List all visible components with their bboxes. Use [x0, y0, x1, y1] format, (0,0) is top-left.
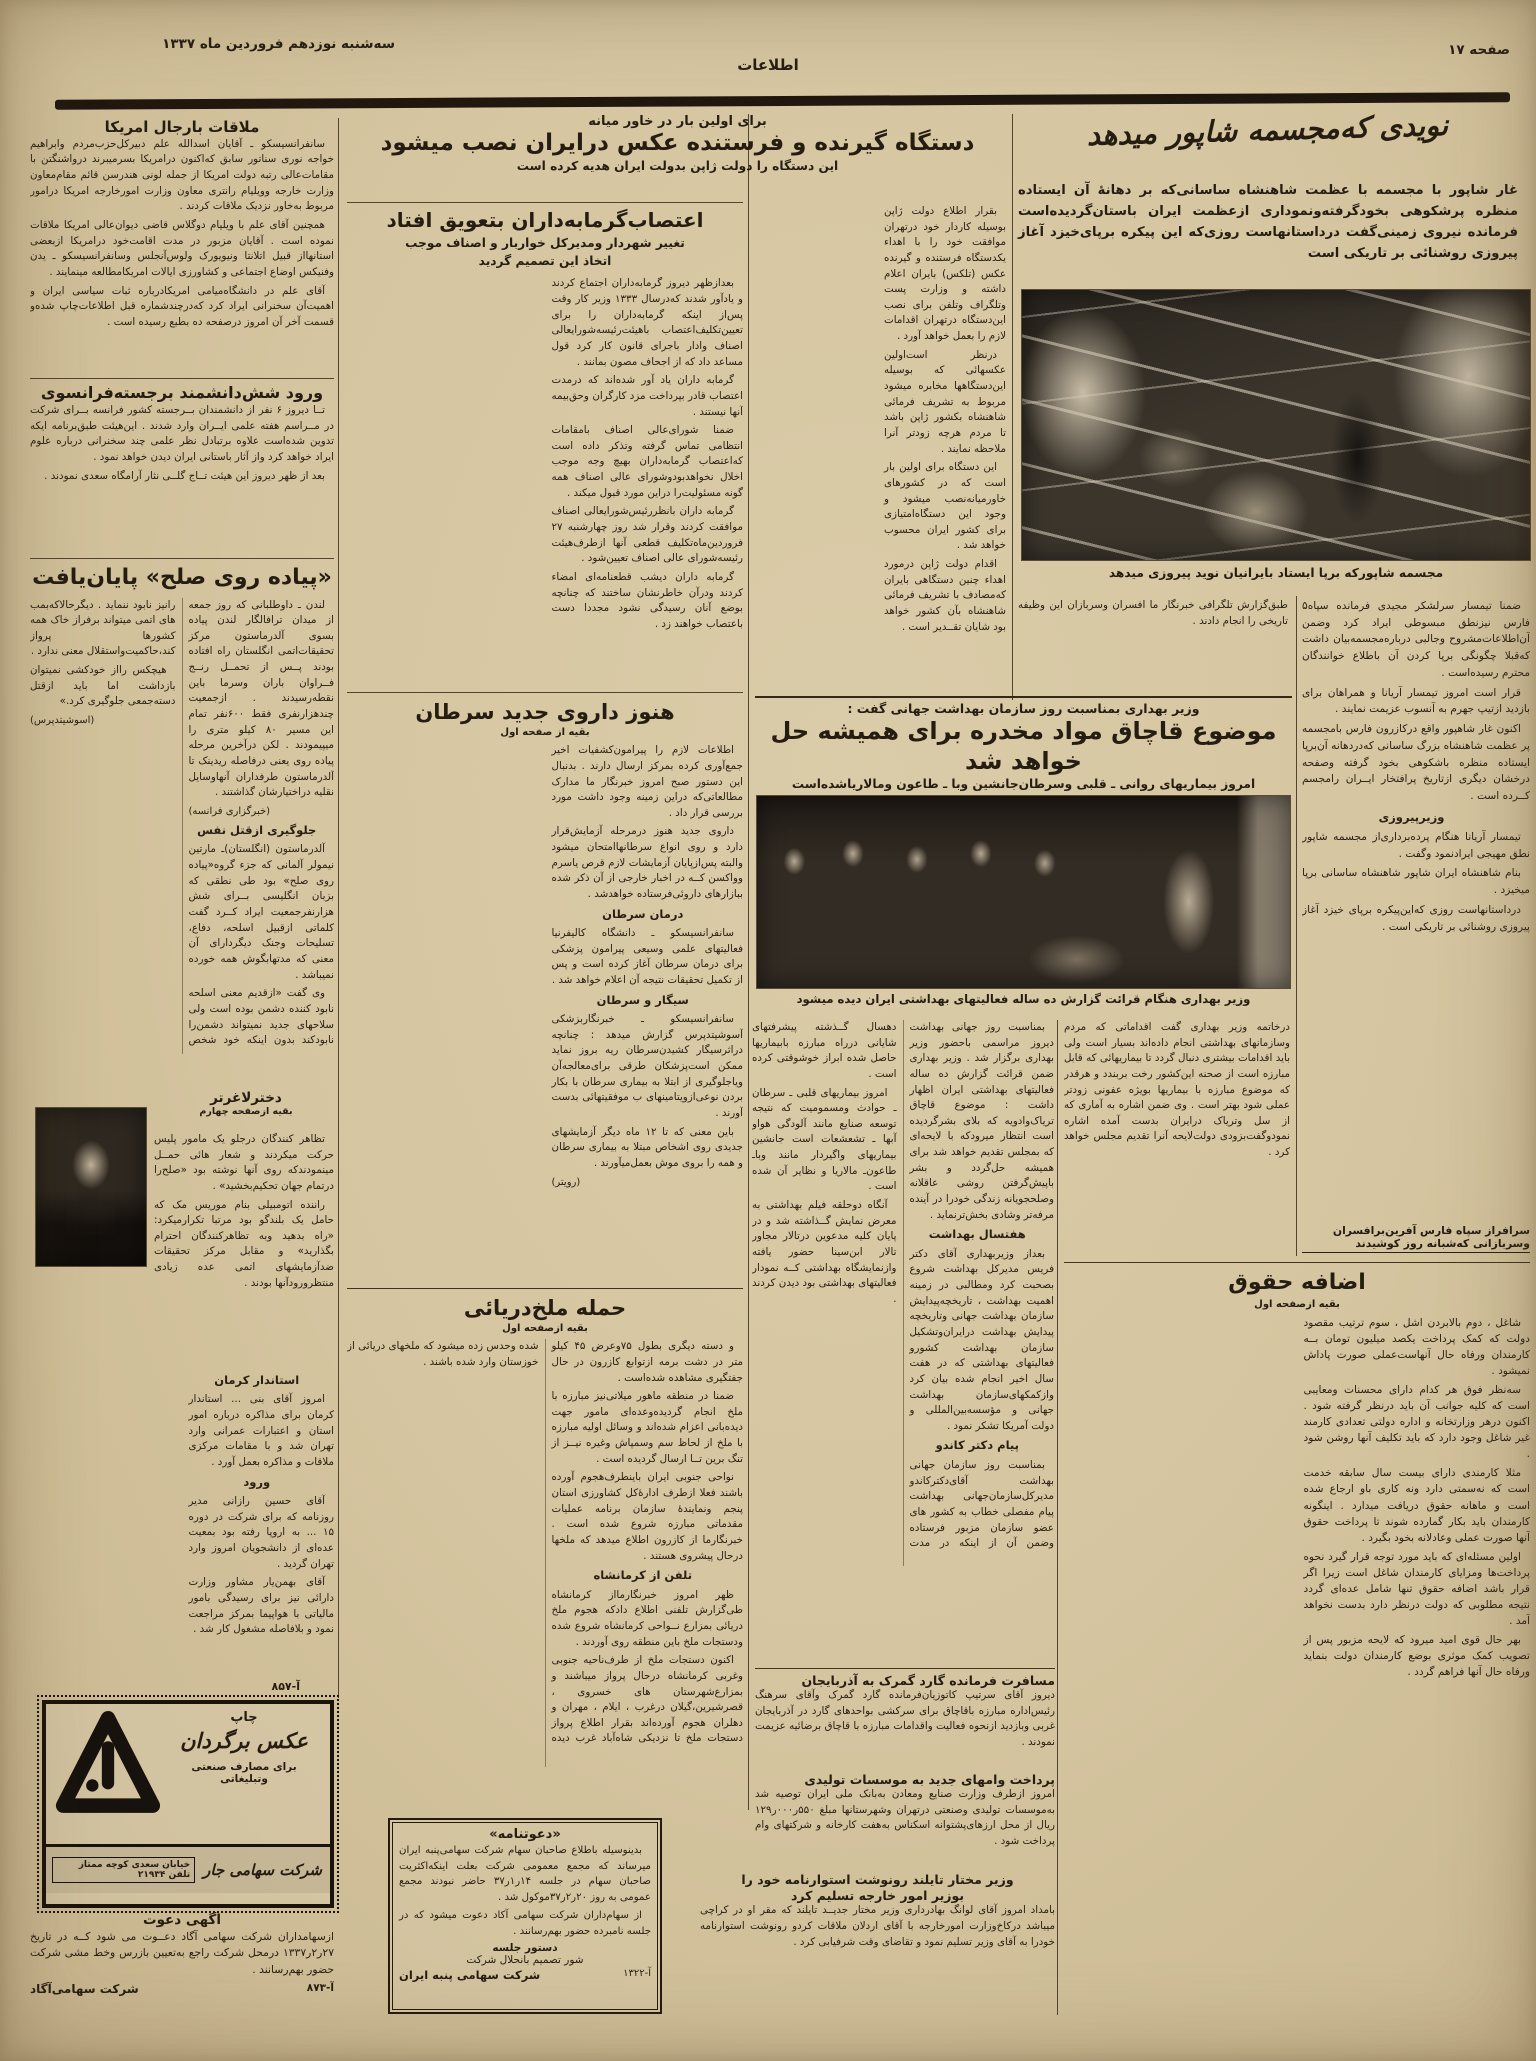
article-body [752, 1020, 1054, 1566]
paragraph: بعدازظهر دیروز گرمابه‌داران اجتماع کردند و یادآور شدند که‌درسال ۱۳۳۳ وزیر کار وقت پس‌از اینکه گرمابه‌داران را برای تعیین‌تکلیف‌اعتصاب باهیئت‌رئیسه‌شورایعالی اصناف وادار باجرای قانون کار کرد قول مساعد داد که از اجحاف مصون بمانند . [551, 277, 743, 368]
article-headline: ملاقات بارجال امریکا [104, 118, 260, 136]
paragraph: درداستانهاست روزی که‌این‌پیکره برپای خیزد آغاز پیروزی روشنائی بر تاریکی است . [1302, 903, 1530, 933]
paragraph: ضمنا در منطقه ماهور میلاتی‌نیز مبارزه با ملخ انجام گردیده‌وعده‌ای مامور جهت دیده‌بانی اعزام شده‌اند و وسائل اولیه مبارزه با ملخ از لحاظ سم وسمپاش وغیره نیــز از تنگ برین تــا ارسال گردیده است . [551, 1390, 743, 1465]
masthead-rule [55, 92, 1510, 110]
article-headline: ورود شش‌دانشمند برجسته‌فرانسوی [40, 383, 324, 402]
continued-note: بقیه از صفحه اول [500, 727, 590, 739]
news-agency-credit: (رویتر) [551, 1176, 581, 1188]
article-customs-guard [755, 1668, 1055, 1773]
article-body: دیروز آقای سرتیپ کاتوزیان‌فرمانده گارد گمرک وآقای سرهنگ رئیس‌اداره مبارزه باقاچاق برای سرکشی بواحدهای گارد در آذربایجان غربی وبازدید ازنحوه فعالیت واقدامات مبارزه با قاچاق برضائیه عزیمت نمودند . [755, 1689, 1055, 1748]
article-headline: حمله ملخ‌دریائی [463, 1296, 627, 1320]
paragraph: نواحی جنوبی ایران باینطرف‌هجوم آورده باشند فعلا ازطرف ادارهٔ‌کل کشاورزی استان پنجم ونمایندهٔ سازمان برنامه عملیات مقدماتی مبارزه شروع شده است . خبرنگارما از کازرون اطلاع میدهد که ملخها درحال پیشروی هستند . [551, 1471, 743, 1562]
article-shapur-col-a: طبق‌گزارش تلگرافی خبرنگار ما افسران وسربازان این وظیفه تاریخی را انجام دادند . [1018, 599, 1288, 627]
paragraph: سانفرانسیسکو ـ آقایان اسدالله علم دبیرکل‌حزب‌مردم وابراهیم خواجه نوری سناتور سابق که‌اکنون درامریکا بسرمیبرند درواشنگتن با مقامات‌عالی رتبه دولت امریکا از جمله لونی هندرسن قائم مقام‌معاون وزارت خارجه وویلیام رانتری معاون وزارت امورخارجه امریکا درامور مربوط به‌خاور نزدیک ملاقات کردند . [30, 137, 334, 213]
article-locust-attack [347, 1288, 743, 1811]
masthead-date: سه‌شنبه نوزدهم فروردین ماه ۱۳۳۷ [162, 36, 395, 52]
local-news-block [30, 1372, 334, 1672]
article-thailand-envoy [700, 1872, 1055, 2012]
paragraph: بمناسبت روز جهانی بهداشت دیروز مراسمی باحضور وزیر بهداری برگزار شد . وزیر بهداری ضمن قرائت گزارش ده ساله فعالیتهای بهداشتی ایران اظهار داشت : موضوع قاچاق تریاک‌وادویه که بلای بشرگردیده است انتظار میرودکه با لایحه‌ای که بمجلس تقدیم خواهد شد برای همیشه حل‌گردد و بشر باپیش‌گرفتن روشی عاقلانه وصلحجویانه زندگی خودرا در آینده مرفه‌تر وشادی بخش‌ترنماید . [909, 1021, 1054, 1221]
ad-address: خیابان سعدی کوچه ممتاز تلفن ۲۱۹۳۴ [52, 1857, 195, 1883]
paragraph: باین معنی که تا ۱۲ ماه دیگر آزمایشهای جدیدی روی اشخاص مبتلا به بیماری سرطان و همه را بروی موش بعمل‌میآورند . [551, 1125, 743, 1169]
paragraph: آقای علم در دانشگاه‌میامی امریکادرباره ثبات سیاسی ایران و اهمیت‌آن سخنرانی ایراد کرد که‌درچندشماره قبل اطلاعات‌چاپ شده‌و قسمت آخر آن امروز درصفحه ده بطبع رسیده است . [30, 284, 334, 328]
paragraph: همچنین آقای علم با ویلیام دوگلاس قاضی دیوان‌عالی امریکا ملاقات نموده است . آقایان مزبور در مدت اقامت‌خود درامریکا ازبعضی استانهااز قبیل اتلانتا ونیویورک ولوس‌آنجلس وسانفرانسیسکو ـ یدن وفنیکس اوضاع اجتماعی و کشاورزی ایالات امریکامطالعه مینمایند . [30, 218, 334, 278]
photo-caption: وزیر بهداری هنگام قرائت گزارش ده ساله فعالیتهای بهداشتی ایران دیده میشود [796, 992, 1251, 1006]
article-headline: دستگاه گیرنده و فرستنده عکس درایران نصب میشود [380, 130, 975, 156]
article-lede: غار شاپور با مجسمه با عظمت شاهنشاه ساسانی‌که بر دهانهٔ آن ایستاده منظره پرشکوهی بخودگرفته‌ونموداری ازعظمت ایران باستان‌گردیده‌است فرمانده نیروی زمینی‌گفت درداستانهاست روزی‌که این پیکره برپای‌خیزد آغاز پیروزی روشنائی بر تاریکی است [1018, 183, 1518, 262]
notice-title: «دعوتنامه» [489, 1827, 561, 1842]
news-agency-credit: (اسوشیتدپرس) [30, 714, 95, 726]
paragraph: از سهام‌داران شرکت سهامی آکاد دعوت میشود که در جلسه نامبرده حضور بهم‌رسانند . [399, 1910, 651, 1937]
article-shapur-col-b [1302, 598, 1530, 1220]
ad-code: آ-۸۵۷ [271, 1680, 300, 1693]
ad-company-name: شرکت سهامی جار [203, 1861, 322, 1879]
article-cancer-drug [347, 692, 743, 1289]
paragraph: امروز آقای بنی ... استاندار کرمان برای مذاکره درباره امور استان و اعتبارات عمرانی وارد تهران شد و با مقامات مرکزی ملاقات و مذاکره بعمل آورد . [188, 1393, 334, 1469]
paragraph: اولین مسئله‌ای که باید مورد توجه قرار گیرد نحوه پرداخت‌ها ومزایای کارمندان شاغل است زیرا اگر قرار باشد اضافه حقوق تنها شامل عده‌ای گردد نتیجه مطلوبی که دولت درنظر دارد بدست نخواهد آمد . [1303, 1550, 1530, 1628]
article-photo-device-head [350, 114, 1005, 175]
section-subhead: پیام دکتر کاندو [935, 1438, 1019, 1453]
section-subhead: وزیرپیروزی [1378, 809, 1445, 824]
paragraph: بهر حال قوی امید میرود که لایحه مزبور پس از تصویب کمک موثری بوضع کارمندان دولت بنماید ورفاه حال آنها فراهم گردد . [1303, 1634, 1530, 1679]
paragraph: بنام شاهنشاه ایران شاپور شاهنشاه ساسانی برپا میخیزد . [1302, 867, 1530, 897]
article-photo-device-body [752, 204, 1006, 696]
paragraph: بدینوسیله باطلاع صاحبان سهام شرکت سهامی‌پنبه ایران میرساند که مجمع معمومی شرکت بعلت اینکه‌اکثریت صاحبان سهام در جلسه ۱۴ر۱ر۳۷ حاضر نبودند مجمع عمومی به روز ۲۰ر۲ر۳۷موکول شد . [399, 1845, 651, 1903]
paragraph: آقای حسین رازانی مدیر روزنامه که برای شرکت در دوره ۱۵ ... به اروپا رفته بود بمعیت عده‌ای از دانشجویان امروز وارد تهران گردید . [188, 1495, 334, 1570]
article-body [1064, 1315, 1530, 1975]
paragraph: گرمابه داران دیشب قطعنامه‌ای امضاء کردند ودرآن خاطرنشان ساختند که چنانچه بوضع آنان رسیدگی نشود مجددا دست باعتصاب خواهند زد . [551, 570, 743, 630]
article-body [30, 403, 334, 484]
article-health-tail: درخاتمه وزیر بهداری گفت اقداماتی که مردم وسازمانهای بهداشتی انجام داده‌اند بسیار است ولی باید اقدامات بیشتری دنبال گردد تا بیماریهائی که قابل مبارزه است از صحنه این‌کشور رخت بربندد و هرقدر که موضوع مبارزه با بیماریها بویژه عفونی زودتر عملی شود بهتر است . وی ضمن اشاره به آماری که از سل وتریاک درایران بدست آمده اشاره نمودوگفت‌بزودی دولت‌لایحه آنرا تقدیم مجلس خواهد کرد . [1064, 1021, 1290, 1159]
section-subhead: ورود [243, 1474, 271, 1489]
section-subhead: تلفن از کرمانشاه [593, 1568, 693, 1583]
ad-line-main: عکس برگردان [180, 1729, 308, 1753]
paragraph: و دسته دیگری بطول ۷۵وعرض ۴۵ کیلو متر در دشت برمه ازتوابع کازرون در حال جفتگیری مشاهده شده‌است . [551, 1340, 743, 1384]
column-divider [748, 114, 749, 1810]
paragraph: مثلا کارمندی دارای بیست سال سابقه خدمت است که نه‌سمتی دارد ونه کاری باو ارجاع شده است و ماهانه حقوق دریافت میدارد . اینگونه کارمندان باید بکار گمارده شوند تا پرداخت حقوق آنها صورت عملی وعادلانه بخود بگیرد . [1303, 1467, 1530, 1544]
article-body [1302, 598, 1530, 935]
underlined-line: سرافراز سپاه فارس آفرین‌برافسران وسربازانی که‌شبانه روز کوشیدند [1302, 1224, 1530, 1253]
article-subhead: تغییر شهردار ومدیرکل خواربار و اصناف موجب اتخاذ این تصمیم گردید [405, 236, 685, 268]
paragraph: گرمابه داران یاد آور شده‌اند که درمدت اعتصاب قادر بپرداخت مزد کارگران وحق‌بیمه آنها نیستند . [551, 374, 743, 418]
article-body [30, 137, 334, 331]
paragraph: اطلاعات لازم را پیرامون‌کشفیات اخیر جمع‌آوری کرده بمرکز ارسال دارند . بدنبال این دستور صبح امروز خبرنگار ما مدارک مطالعاتی‌که دراین زمینه وجود داشت مورد بررسی قرار داد . [551, 744, 743, 819]
paragraph: سانفرانسیسکو ـ دانشگاه کالیفرنیا فعالیتهای علمی وسیعی پیرامون پزشکی برای درمان سرطان آغاز کرده است و پس از تکمیل تحقیقات نتیجه آن اعلام خواهد شد . [551, 927, 743, 987]
article-headline: پرداخت وامهای جدید به موسسات تولیدی [804, 1772, 1055, 1787]
photo-caption: مجسمه شاپورکه برپا ایستاد بایرانیان نوید پیروزی میدهد [1108, 566, 1444, 580]
notice-signature: شرکت سهامی پنبه ایران [399, 1968, 541, 1983]
article-body [347, 1339, 743, 1767]
paragraph: بعد از ظهر دیروز این هیئت تــاج گلــی نثار آرامگاه سعدی نمودند . [44, 469, 325, 482]
paragraph: قرار است امروز تیمسار آریانا و همراهان برای بازدید ازتیپ جهرم به آنسوب عزیمت نمایند . [1302, 686, 1530, 716]
article-headline: اضافه حقوق [1228, 1270, 1366, 1295]
agad-invitation-notice [30, 1912, 334, 2038]
paragraph: آنگاه دوحلقه فیلم بهداشتی به معرض نمایش گــذاشته شد و در پایان کلیه مدعوین درتالار مجاور تالار ابن‌سینا حضور یافته وازنمایشگاه بهداشتی کــه نمودار فعالیتهای بهداشتی بود دیدن کردند . [752, 1199, 897, 1305]
paragraph: هیچکس رااز خودکشی نمیتوان بازداشت اما باید ازقتل دسته‌جمعی جلوگیری کرد.» [30, 664, 176, 708]
article-body [347, 276, 743, 664]
article-health-body [752, 1020, 1054, 1566]
column-divider [338, 118, 339, 1698]
shapur-cave-photo [1022, 290, 1530, 560]
paragraph: درنظر است‌اولین عکسهائی که بوسیله این‌دستگاهها مخابره میشود مربوط به تشریف فرمائی شاهنشاه بکشور ژاپن باشد تا مردم هرچه زودتر آنرا ملاحظه نمایند . [884, 348, 1006, 455]
masthead-page-number: صفحه ۱۷ [1448, 42, 1510, 58]
article-thin-girl-head [158, 1090, 334, 1117]
notice-title: اگهی دعوت [143, 1912, 221, 1928]
section-subhead: سیگار و سرطان [596, 992, 689, 1007]
ad-line-sub: برای مصارف صنعتی وتبلیغاتی [191, 1761, 297, 1785]
paragraph: آلدرماستون (انگلستان)ـ مارتین نیمولر آلمانی که جزء گروه«پیاده روی صلح» بود طی نطقی که بزبان انگلیسی بــرای شش هزارنفرجمعیت ایراد کــرد گفت کلماتی ازقبیل اسلحه، دفاع، تسلیحات وجنک دیگردارای آن معنی که مدتهابگوش همه خورده نمیباشد . [188, 843, 334, 981]
article-body: بامداد امروز آقای لوانگ بهادرداری وزیر مختار جدیــد تایلند که مقر او در کراچی میباشد درکاخ‌وزارت امورخارجه با آقای اردلان ملاقات کردو رونوشت استوارنامه خودرا به آقای وزیر تسلیم نمود و تقاضای وقت شرفیابی کرد . [700, 1904, 1055, 1948]
paragraph: اقدام دولت ژاپن درمورد اهداء چنین دستگاهی بایران که‌مصادف با تشریف فرمائی شاهنشاه بآن کشور خواهد بود شایان تقــدیر است . [884, 558, 1006, 633]
article-bathhouse-strike [347, 202, 743, 694]
article-new-loans [755, 1772, 1055, 1870]
article-body [30, 598, 334, 1054]
continued-note: بقیه ازصفحه چهارم [199, 1106, 293, 1117]
column-divider [1296, 596, 1297, 1256]
paragraph: اکنون دستجات ملخ از طرف‌ناحیه جنوبی وغربی کرمانشاه درحال پرواز میباشند و بمزارع‌شهرستان های خسروی ، قصرشیرین،گیلان درغرب ، ایلام ، مهران و دهلران هجوم آورده‌اند بقرار اطلاع پرواز دستجات ملخ تا نزدیکی شاه‌آباد غرب دیده شده وحدس زده میشود که ملخهای دریائی از خوزستان وارد شده باشند . [347, 1340, 743, 1745]
paragraph: سانفرانسیسکو ـ خبرنگاربزشکی آسوشیتدپرس گزارش میدهد : چنانچه دراثرسیگار کشیدن‌سرطان ریه بروز نماید ممکن است‌پزشکان طرقی برای‌معالجه‌آن ویاجلوگیری از ابتلا به بیماری سرطان با بکار بردن نوعی‌ازویتامینهای ب موفقیتهائی بدست آورند . [551, 1013, 743, 1119]
article-salary-increase [1064, 1262, 1530, 2019]
paragraph: این دستگاه برای اولین بار است که در کشورهای خاورمیانه‌نصب میشود و وجود این دستگاه‌امتیازی برای کشور ایران محسوب خواهد شد . [884, 461, 1006, 552]
article-body [30, 1372, 334, 1672]
paragraph: لندن ـ داوطلبانی که روز جمعه از میدان ترافالگار لندن پیاده بسوی آلدرماستون مرکز تحقیقات‌اتمی انگلستان راه افتاده بودند پــس از تحمــل رنــج فــراوان باران وسرما باین نقطه‌رسیدند . ازجمعیت چندهزارنفری فقط ۶۰۰نفر تمام این مسیر ۸۰ کیلو متری را میپیمودند . لکن درآخرین مرحله پیاده روی یعنی درفاصله ریدینک تا آلدرماستون طرفداران آنهاوسایل نقلیه دراختیارشان گذاشتند . [188, 598, 334, 799]
article-body [752, 204, 1006, 696]
article-headline: دخترلاغرتر [210, 1090, 282, 1106]
article-headline: مسافرت فرمانده گارد گمرک به آذربایجان [801, 1673, 1055, 1688]
ad-text-block [164, 1704, 330, 1844]
jar-triangle-logo [52, 1708, 164, 1836]
paragraph: گرمابه داران بانظررئیس‌شورایعالی اصناف موافقت کردند وقرار شد روز چهارشنبه ۲۷ فروردین‌ماه‌تکلیف قطعی آنها ازطرف‌هیئت رئیسه‌شورای عالی اصناف تعیین‌شود . [551, 505, 743, 565]
paragraph: بمناسبت روز سازمان جهانی بهداشت آقای‌دکترکاندو مدیرکل‌سازمان‌جهانی بهداشت پیام مفصلی خطاب به کشور های عضو سازمان مزبور فرستاده وضمن آن از اینکه در مدت دهسال گــذشته پیشرفتهای شایانی درراه مبارزه بابیماریها حاصل شده ابراز خوشوقتی کرده است . [752, 1021, 1054, 1550]
masthead-title: اطلاعات [737, 56, 799, 74]
paragraph: راننده اتومبیلی بنام موریس مک که حامل یک بلندگو بود مرتبا تکرارمیکرد: «راه بدهید وبه تظاهرکنندگان احترام بگذارید» و مقابل مرکز تحقیقات ضدآزمایشهای اتمی عده زیادی منتظرورودآنها بودند . [154, 1198, 334, 1289]
column-divider [1012, 114, 1013, 700]
kicker: وزیر بهداری بمناسبت روز سازمان بهداشت جهانی گفت : [847, 701, 1200, 716]
portrait-side-text [154, 1132, 334, 1366]
article-america-meeting [30, 118, 334, 376]
notice-code: آ-۱۳۲۲ [623, 1968, 651, 1980]
paragraph: ضمنا شورای‌عالی اصناف بامقامات انتظامی تماس گرفته وتذکر داده است که‌اعتصاب گرمابه‌داران بهیچ وجه موجب اخلال نخواهدبودوشورای عالی اصناف همه گونه مسئولیت‌را دراین مورد قبول میکند . [551, 424, 743, 499]
ad-line-top: چاپ [230, 1710, 258, 1725]
portrait-photo [36, 1108, 146, 1266]
section-subhead: استاندار کرمان [214, 1373, 300, 1387]
article-subhead: این دستگاه را دولت ژاپن بدولت ایران هدیه کرده است [516, 158, 839, 173]
agenda-label: دستور جلسه [492, 1942, 558, 1955]
paragraph: بقرار اطلاع دولت ژاپن بوسیله کاردار خود درتهران موافقت خود را با اهداء یکدستگاه فرستنده و گیرنده عکس (تلکس) بایران اعلام داشته و وزارت پست وتلگراف وتلفن برای نصب این‌دستگاه درتهران اقدامات لازم را بعمل خواهد آورد . [884, 205, 1006, 343]
article-subhead: امروز بیماریهای روانی ـ قلبی وسرطان‌جانشین وبا ـ طاعون ومالاریاشده‌است [791, 777, 1256, 791]
jar-print-ad [42, 1700, 334, 1908]
article-headline-calligraphic: نویدی که‌مجسمه شاپور میدهد [1086, 107, 1449, 153]
notice-signature: شرکت سهامی‌آگاد [30, 1982, 139, 1997]
paragraph: تــا دیروز ۶ نفر از دانشمندان بــرجسته کشور فرانسه بــرای شرکت در مــراسم هفته علمی ایــران وارد شدند . این‌هیئت طبق‌برنامه ایکه تدوین شده‌است علاوه برتبادل نظر علمی چند سخنرانی درباره علوم ایراد خواهد کرد واز آثار باستانی ایران دیدن خواهد نمود . [30, 404, 334, 463]
paragraph: تیمسار آریانا هنگام پرده‌برداری‌از مجسمه شاپور نطق مهیجی ایرادنمود وگفت . [1302, 830, 1530, 860]
article-headline: موضوع قاچاق مواد مخدره برای همیشه حل خواهد شد [770, 717, 1277, 775]
paragraph: تظاهر کنندگان درجلو یک مامور پلیس حرکت میکردند و شعار هائی حمــل مینمودندکه روی آنها نوشته بود «صلح‌را درتمام جهان تحکیم‌بخشید» . [154, 1133, 334, 1192]
article-body: امروز ازطرف وزارت صنایع ومعادن به‌بانک ملی ایران توصیه شد به‌موسسات تولیدی وصنعتی درتهران وشهرستانها مبلغ ۵۵۰ر۰۰۰ر۱۲۹ ریال از محل ارزهای‌پشتوانه اسکناس به‌هفت کارخانه و شرکتهای وام پرداخت شود . [755, 1788, 1055, 1847]
column-divider [1057, 1020, 1058, 2015]
section-subhead: هفتسال بهداشت [928, 1227, 1026, 1242]
article-headline-line2: بوزیر امور خارجه تسلیم کرد [790, 1887, 965, 1903]
ad-logo-wrap [46, 1704, 164, 1844]
continued-note: بقیه ازصفحه اول [1254, 1298, 1340, 1310]
notice-code: آ-۸۷۳ [306, 1982, 334, 1995]
section-rule [755, 696, 1292, 698]
paragraph: امروز بیماریهای قلبی ـ سرطان ـ حوادث ومسمومیت که نتیجه توسعه صنایع مانند آلودگی هواو آبها ـ تشعشعات است جانشین بیماریهای واگیردار مانند وباـ طاعون‌ـ مالاریا و نظایر آن شده است . [752, 1086, 897, 1193]
news-agency-credit: (خبرگزاری فرانسه) [188, 805, 271, 817]
article-headline: اعتصاب‌گرمابه‌داران بتعویق افتاد [386, 208, 704, 232]
notice-body [399, 1843, 651, 1939]
paragraph: وی گفت «ازقدیم معنی اسلحه نابود کننده دشمن بوده است ولی سلاحهای جدید نمیتواند دشمن‌را نابودکند بدون اینکه خود شخص رانیز نابود ننماید . دیگرحالاکه‌بمب های اتمی میتواند برفراز خاک همه کشورها پرواز کند،حاکمیت‌واستقلال معنی ندارد . [30, 598, 334, 1047]
article-headline: هنوز داروی جدید سرطان [415, 700, 675, 724]
health-meeting-photo [757, 796, 1290, 988]
article-body [347, 743, 743, 1241]
paragraph: داروی جدید هنوز درمرحله آزمایش‌قرار دارد و روی انواع سرطانهاامتحان میشود والبته پس‌ازپایان آزمایشات لازم قرص یاسرم وواکسن کــه در اخبار خارجی از آن ذکر شده ببازارهای داروئی‌فرستاده خواهدشد . [551, 825, 743, 901]
paragraph: سه‌نظر فوق هر کدام دارای محسنات ومعایبی است که کلیه جوانب آن باید درنظر گرفته شود . اکنون درهر وزارتخانه و اداره دولتی تعدادی کارمند غیر شاغل وجود دارد که باید تکلیف آنها روشن شود . [1303, 1383, 1530, 1461]
cotton-invitation-box [388, 1818, 662, 2014]
article-headline: «پیاده روی صلح» پایان‌یافت [32, 565, 332, 590]
article-health-head [755, 701, 1292, 794]
paragraph: بعداز وزیربهداری آقای دکتر فریس مدیرکل بهداشت شروع بصحبت کرد ومطالبی در زمینه اهمیت بهداشت ، تاریخچه‌پیدایش سازمان بهداشت جهانی وتاریخچه پیدایش بهداشت درایران‌وتشکیل سازمان بهداشت کشورو فعالیتهای بهداشتی که در هفت سال اخیر انجام شده بیان کرد وازکمکهای‌سازمان بهداشت جهانی و مؤسسه‌بین‌المللی و دولت آمریکا تشکر نمود . [909, 1247, 1054, 1432]
paragraph: ظهر امروز خبرنگارمااز کرمانشاه طی‌گزارش تلفنی اطلاع دادکه هجوم ملخ دریائی بمزارع نــواحی کرمانشاه شروع شده ودستجات ملخ باین منطقه روی آوردند . [551, 1588, 743, 1648]
paragraph: آقای بهمن‌یار مشاور وزارت دارائی نیز برای رسیدگی بامور مالیاتی با هواپیما بمرکز مراجعت نمود و بلافاصله مشغول کار شد . [188, 1576, 334, 1636]
paragraph: شاغل ، دوم بالابردن اشل ، سوم ترتیب مقصود دولت که کمک پرداخت یکصد میلیون تومان بــه کارمندان ورفاه حال آنهاست‌عملی صورت پاداش نمیشود . [1303, 1316, 1530, 1377]
section-subhead: جلوگیری ازقتل نفس [197, 823, 317, 838]
kicker: برای اولین بار در خاور میانه [588, 114, 767, 129]
agenda-text: شور تصمیم بانحلال شرکت [466, 1954, 584, 1967]
notice-body: ازسهامداران شرکت سهامی آگاد دعــوت می شود کــه در تاریخ ۲۷ر۲ر۱۳۳۷ درمحل شرکت راجع به‌تعیین بازرس وخط مشی شرکت حضور بهم‌رسانند . [30, 1929, 334, 1976]
article-headline-line1: وزیر مختار تایلند رونوشت استوارنامه خود را [741, 1872, 1014, 1887]
continued-note: بقیه ازصفحه اول [502, 1323, 588, 1335]
article-french-scientists [30, 378, 334, 561]
paragraph: اکنون غار شاهپور واقع درکازرون فارس بامجسمه پر عظمت شاهنشاه بزرگ ساسانی که‌دردهانه آن‌برپا ایستاده منظره باشکوهی بخود گرفته وصفحه درخشان دیگری ازتاریخ پرافتخار ایــران رامجسم کــرده است . [1302, 723, 1530, 803]
article-peace-walk [30, 558, 334, 1092]
paragraph: ضمنا تیمسار سرلشکر مجیدی فرمانده سپاه۵ فارس نیزنطق مبسوطی ایراد کرد وضمن آن‌اطلاعات‌مشروح وجالبی درباره‌مجسمه‌بیان داشت که‌قبلا چگونگی برپا کردن آن باطلاع خوانندگان محترم رسیده‌است . [1302, 600, 1530, 679]
section-subhead: درمان سرطان [602, 906, 684, 921]
